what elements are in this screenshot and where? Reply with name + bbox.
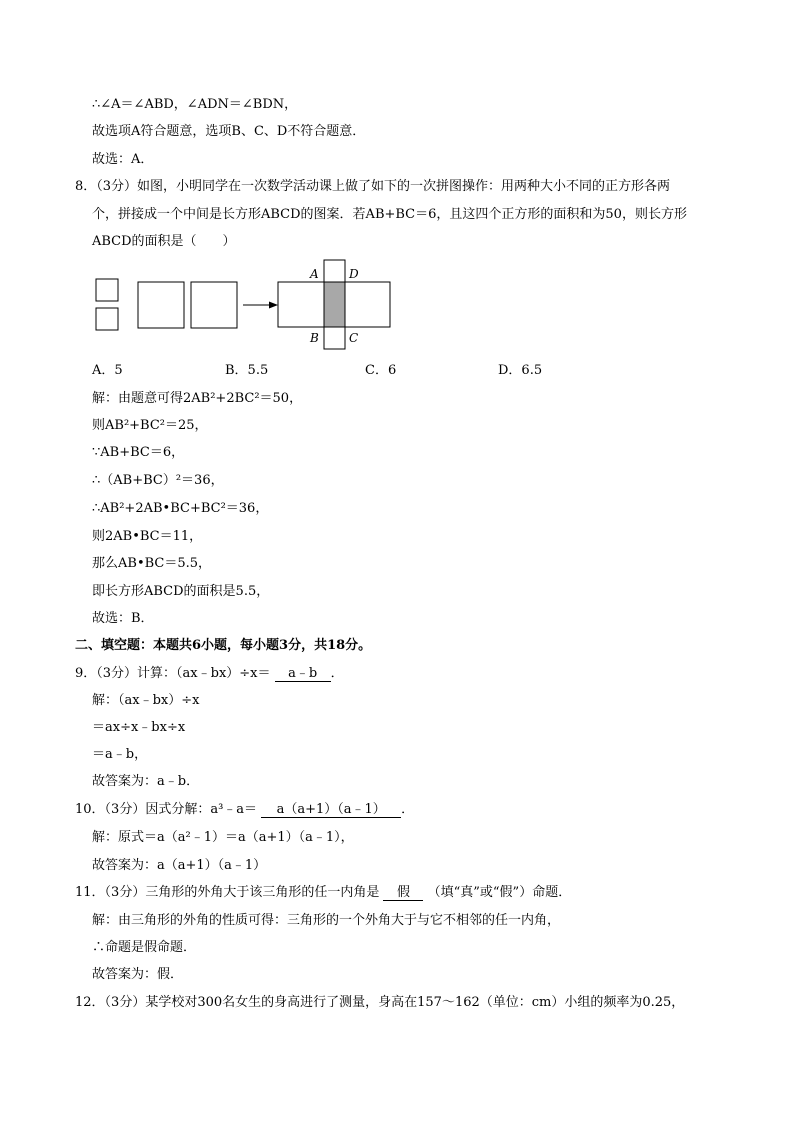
option-a: A．5 [92, 363, 123, 378]
small-square [96, 279, 118, 301]
solution-line: ∴AB²+2AB•BC+BC²＝36， [92, 501, 269, 516]
question-10 [75, 801, 414, 819]
question-8-line: ABCD的面积是（ ） [92, 234, 236, 249]
solution-line: 即长方形ABCD的面积是5.5， [92, 584, 270, 599]
solution-line: 解：原式＝a（a²﹣1）＝a（a+1）（a﹣1）， [92, 830, 354, 845]
solution-line: 解：（ax﹣bx）÷x [92, 693, 200, 708]
solution-line: 则AB²+BC²＝25， [92, 418, 208, 433]
answer-blank: a﹣b [275, 666, 331, 682]
text-line: 故选：A． [92, 152, 154, 167]
option-b: B．5.5 [225, 363, 269, 378]
option-d: D．6.5 [498, 363, 543, 378]
large-square [191, 282, 237, 328]
label-b: B [310, 331, 319, 345]
question-8-line: 个，拼接成一个中间是长方形ABCD的图案．若AB+BC＝6，且这四个正方形的面积和为50，则长方形 [92, 207, 687, 222]
question-9-text: 9．（3分）计算：（ax﹣bx）÷x＝ [75, 666, 271, 681]
solution-line: 解：由题意可得2AB²+2BC²＝50， [92, 391, 303, 406]
answer-blank: a（a+1）（a﹣1） [261, 802, 401, 818]
question-9-end: ． [330, 666, 344, 681]
solution-line: 故答案为：a（a+1）（a﹣1） [92, 858, 267, 873]
question-9 [75, 665, 344, 683]
text-line: 故选项A符合题意，选项B、C、D不符合题意． [92, 124, 366, 139]
solution-line: 故选：B． [92, 611, 154, 626]
label-c: C [349, 331, 359, 345]
solution-line: ＝ax÷x﹣bx÷x [92, 720, 186, 735]
large-square [138, 282, 184, 328]
question-11-text: 11．（3分）三角形的外角大于该三角形的任一内角是 [75, 885, 380, 900]
question-12-line: 12．（3分）某学校对300名女生的身高进行了测量，身高在157～162（单位：cm）小组的频率为0.25， [75, 995, 685, 1010]
label-a: A [310, 267, 319, 281]
solution-line: ∵AB+BC＝6， [92, 445, 185, 460]
solution-line: 故答案为：假． [92, 967, 184, 982]
text-line: ∴∠A＝∠ABD，∠ADN＝∠BDN， [92, 97, 298, 112]
solution-line: ＝a﹣b， [92, 747, 148, 762]
answer-blank: 假 [383, 885, 423, 901]
solution-line: 解：由三角形的外角的性质可得：三角形的一个外角大于与它不相邻的任一内角， [92, 913, 561, 928]
question-11 [75, 884, 571, 902]
solution-line: 则2AB•BC＝11， [92, 529, 203, 544]
option-c: C．6 [365, 363, 397, 378]
question-11-end: （填“真”或“假”）命题． [427, 885, 572, 900]
small-square [96, 308, 118, 330]
arrow-head-icon [269, 302, 278, 309]
question-10-end: ． [401, 802, 415, 817]
solution-line: 那么AB•BC＝5.5， [92, 556, 212, 571]
solution-line: ∴命题是假命题． [92, 940, 197, 955]
solution-line: 故答案为：a﹣b． [92, 774, 200, 789]
question-10-text: 10．（3分）因式分解：a³﹣a＝ [75, 802, 258, 817]
tiling-figure-svg [90, 258, 400, 350]
rectangle-abcd [324, 282, 345, 327]
label-d: D [349, 267, 359, 281]
solution-line: ∴（AB+BC）²＝36， [92, 473, 224, 488]
section-heading: 二、填空题：本题共6小题，每小题3分，共18分。 [75, 638, 372, 653]
tiling-figure [90, 258, 400, 354]
question-8-line: 8．（3分）如图，小明同学在一次数学活动课上做了如下的一次拼图操作：用两种大小不同的正方形各两 [75, 179, 671, 194]
